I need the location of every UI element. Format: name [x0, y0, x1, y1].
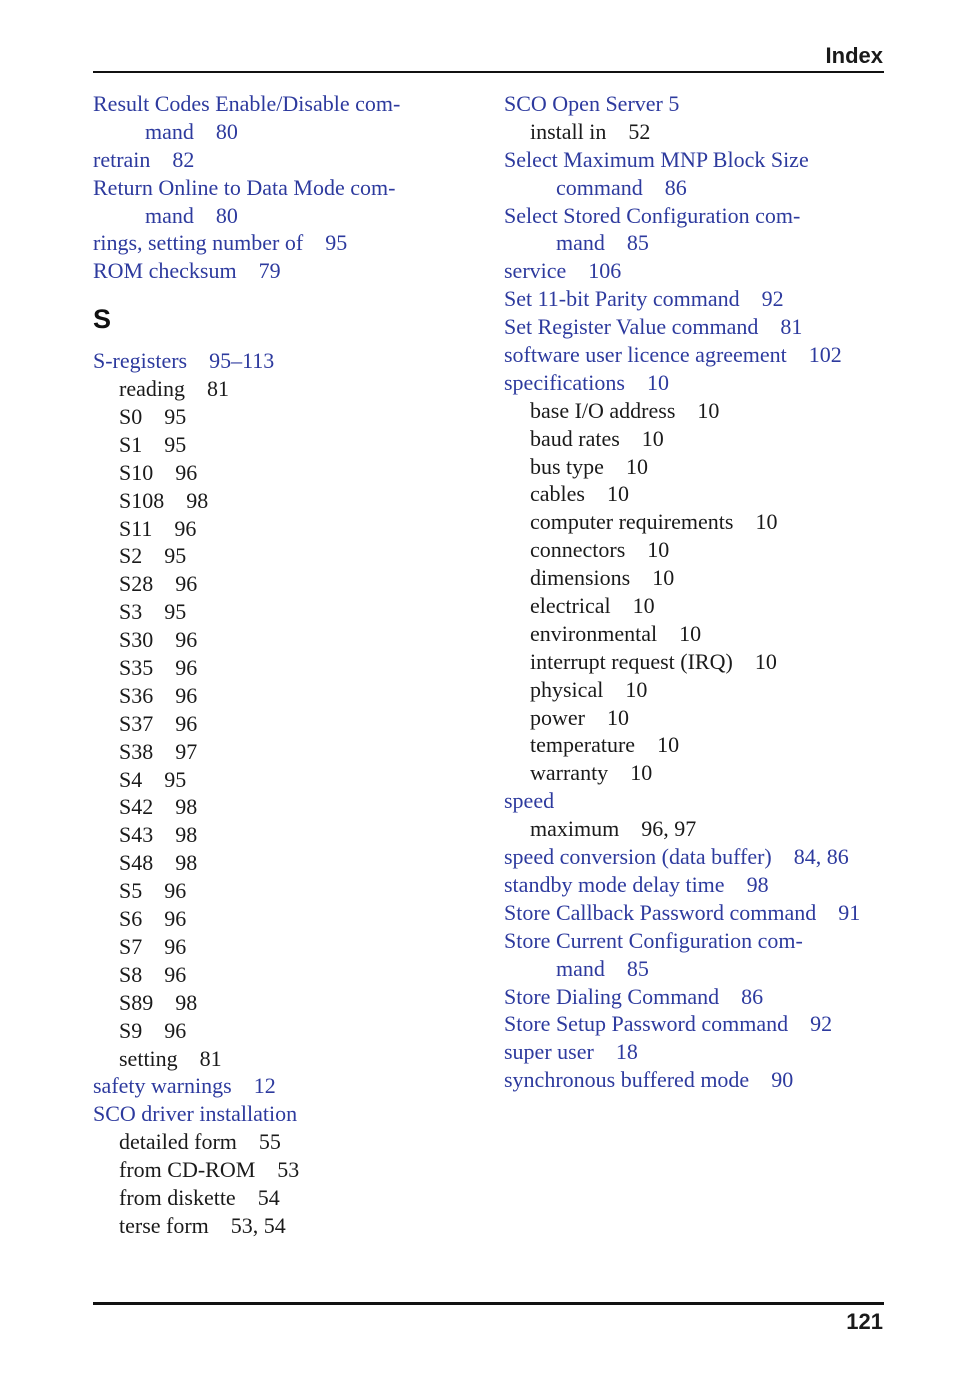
entry-pages: 96 — [175, 571, 198, 597]
entry-term: S0 — [119, 404, 143, 430]
index-subentry — [93, 431, 463, 459]
entry-term: baud rates — [530, 425, 620, 451]
index-subentry — [504, 536, 884, 564]
entry-term: S38 — [119, 738, 154, 764]
index-entry[interactable] — [504, 871, 884, 899]
entry-pages: 10 — [657, 732, 680, 758]
index-column-right — [504, 90, 884, 1094]
index-entry-continuation[interactable] — [504, 955, 884, 983]
entry-term: S3 — [119, 599, 143, 625]
entry-pages: 10 — [606, 481, 629, 507]
index-subentry — [93, 933, 463, 961]
entry-term: S4 — [119, 766, 143, 792]
entry-term: warranty — [530, 760, 609, 786]
index-subentry — [93, 821, 463, 849]
index-entry[interactable] — [504, 983, 884, 1011]
index-subentry — [504, 453, 884, 481]
index-subentry — [93, 403, 463, 431]
entry-term: S5 — [119, 878, 143, 904]
entry-pages: 96 — [164, 933, 187, 959]
entry-term: Store Setup Password command — [504, 1011, 789, 1037]
entry-term: S8 — [119, 961, 143, 987]
entry-pages: 54 — [257, 1184, 280, 1210]
index-subentry — [504, 731, 884, 759]
entry-term: S10 — [119, 459, 154, 485]
index-subentry — [93, 626, 463, 654]
entry-pages: 96 — [175, 682, 198, 708]
entry-term: maximum — [530, 816, 620, 842]
entry-pages: 81 — [199, 1045, 222, 1071]
entry-term: Select Maximum MNP Block Size — [504, 146, 809, 172]
entry-term: power — [530, 704, 585, 730]
entry-pages: 10 — [646, 369, 669, 395]
entry-pages: 95 — [164, 766, 187, 792]
entry-term: standby mode delay time — [504, 871, 725, 897]
entry-term: S9 — [119, 1017, 143, 1043]
index-subentry — [93, 542, 463, 570]
entry-pages: 10 — [754, 648, 777, 674]
page-number: 121 — [846, 1309, 883, 1334]
entry-term: S1 — [119, 431, 143, 457]
entry-term: interrupt request (IRQ) — [530, 648, 733, 674]
entry-term: physical — [530, 676, 604, 702]
index-subentry — [504, 620, 884, 648]
entry-pages: 95–113 — [209, 348, 275, 374]
index-subentry — [93, 738, 463, 766]
index-entry[interactable] — [504, 899, 884, 927]
entry-term: S-registers — [93, 348, 188, 374]
entry-pages: 92 — [761, 286, 784, 312]
entry-pages: 85 — [626, 230, 649, 256]
entry-pages: 96 — [164, 1017, 187, 1043]
index-subentry — [93, 1128, 463, 1156]
entry-term: S6 — [119, 906, 143, 932]
entry-term: S43 — [119, 822, 154, 848]
entry-term: retrain — [93, 146, 151, 172]
entry-term: S30 — [119, 627, 154, 653]
entry-term: base I/O address — [530, 397, 676, 423]
index-column-left — [93, 90, 463, 1240]
entry-term: dimensions — [530, 565, 631, 591]
entry-term: S11 — [119, 515, 153, 541]
entry-term: terse form — [119, 1212, 209, 1238]
index-subentry — [504, 480, 884, 508]
entry-pages: 102 — [808, 342, 842, 368]
index-entry[interactable] — [504, 369, 884, 397]
entry-term: specifications — [504, 369, 625, 395]
entry-pages: 80 — [215, 118, 238, 144]
index-entry[interactable] — [504, 1010, 884, 1038]
entry-term: S48 — [119, 850, 154, 876]
entry-pages: 12 — [253, 1073, 276, 1099]
entry-term: ROM checksum — [93, 258, 237, 284]
entry-pages: 86 — [741, 983, 764, 1009]
index-subentry — [504, 815, 884, 843]
index-subentry — [504, 759, 884, 787]
entry-pages: 55 — [258, 1129, 281, 1155]
entry-pages: 10 — [647, 537, 670, 563]
index-entry-sco-driver[interactable] — [93, 1100, 463, 1128]
entry-term: connectors — [530, 537, 626, 563]
index-subentry — [93, 1017, 463, 1045]
index-subentry — [93, 793, 463, 821]
entry-pages: 10 — [625, 453, 648, 479]
entry-pages: 10 — [755, 509, 778, 535]
index-subentry — [504, 564, 884, 592]
index-entry-continuation[interactable] — [504, 174, 884, 202]
entry-pages: 95 — [164, 543, 187, 569]
entry-pages: 18 — [615, 1039, 638, 1065]
entry-term: detailed form — [119, 1129, 237, 1155]
index-entry-continuation[interactable] — [504, 229, 884, 257]
entry-pages: 95 — [164, 599, 187, 625]
index-entry[interactable] — [504, 202, 884, 230]
entry-term: speed — [504, 788, 555, 814]
index-entry[interactable] — [504, 341, 884, 369]
entry-term: reading — [119, 376, 185, 402]
entry-term-continuation: mand — [145, 202, 194, 228]
index-subentry — [93, 375, 463, 403]
footer-rule — [93, 1302, 884, 1305]
entry-pages: 10 — [625, 676, 648, 702]
entry-term: S36 — [119, 682, 154, 708]
index-subentry — [93, 515, 463, 543]
entry-pages: 79 — [258, 258, 281, 284]
entry-pages: 10 — [630, 760, 653, 786]
entry-pages: 98 — [175, 794, 198, 820]
entry-pages: 96 — [174, 515, 197, 541]
index-entry-safety-warnings[interactable] — [93, 1072, 463, 1100]
entry-pages: 98 — [186, 487, 209, 513]
index-subentry — [93, 905, 463, 933]
entry-term: bus type — [530, 453, 604, 479]
entry-term: synchronous buffered mode — [504, 1067, 750, 1093]
entry-term: Store Current Configuration com- — [504, 927, 803, 953]
index-entry[interactable] — [504, 257, 884, 285]
index-subentry — [93, 710, 463, 738]
entry-pages: 92 — [810, 1011, 833, 1037]
entry-term: S89 — [119, 989, 154, 1015]
index-subentry — [93, 459, 463, 487]
entry-term: Set Register Value command — [504, 314, 759, 340]
entry-pages: 95 — [325, 230, 348, 256]
entry-pages: 10 — [641, 425, 664, 451]
entry-pages: 86 — [664, 174, 687, 200]
section-letter: S — [93, 304, 112, 335]
entry-pages: 10 — [652, 565, 675, 591]
index-entry[interactable] — [93, 174, 463, 202]
index-entry-s-registers[interactable] — [93, 347, 463, 375]
entry-term: from diskette — [119, 1184, 236, 1210]
entry-term: S42 — [119, 794, 154, 820]
index-subentry — [504, 648, 884, 676]
index-subentry — [504, 592, 884, 620]
entry-term: S108 — [119, 487, 165, 513]
entry-term: speed conversion (data buffer) — [504, 844, 772, 870]
entry-term: S37 — [119, 710, 154, 736]
index-entry[interactable] — [504, 285, 884, 313]
entry-pages: 98 — [175, 989, 198, 1015]
index-subentry — [504, 508, 884, 536]
entry-term: Store Callback Password command — [504, 899, 817, 925]
entry-pages: 53 — [277, 1157, 300, 1183]
index-entry-sco-open-server[interactable] — [504, 90, 884, 118]
entry-term: super user — [504, 1039, 594, 1065]
entry-pages: 96 — [164, 906, 187, 932]
index-entry-continuation[interactable] — [93, 118, 463, 146]
index-entry[interactable] — [504, 1066, 884, 1094]
entry-pages: 52 — [628, 118, 651, 144]
entry-pages: 81 — [780, 314, 803, 340]
entry-pages: 96, 97 — [641, 816, 697, 842]
entry-pages: 97 — [175, 738, 198, 764]
index-subentry — [93, 1045, 463, 1073]
index-subentry — [504, 676, 884, 704]
index-subentry — [93, 487, 463, 515]
entry-term: setting — [119, 1045, 178, 1071]
entry-term: SCO driver installation — [93, 1101, 298, 1127]
entry-pages: 53, 54 — [230, 1212, 286, 1238]
index-entry[interactable] — [504, 146, 884, 174]
entry-term: S28 — [119, 571, 154, 597]
entry-term: rings, setting number of — [93, 230, 304, 256]
entry-term: install in — [530, 118, 607, 144]
entry-pages: 10 — [679, 620, 702, 646]
index-subentry — [93, 877, 463, 905]
index-subentry — [504, 397, 884, 425]
entry-pages: 96 — [164, 878, 187, 904]
entry-term-continuation: command — [556, 174, 643, 200]
entry-pages: 84, 86 — [793, 844, 849, 870]
entry-term: cables — [530, 481, 585, 507]
entry-pages: 95 — [164, 431, 187, 457]
index-subentry — [93, 654, 463, 682]
entry-pages: 98 — [746, 871, 769, 897]
entry-pages: 91 — [838, 899, 861, 925]
entry-pages: 82 — [172, 146, 195, 172]
entry-term: Return Online to Data Mode com- — [93, 174, 396, 200]
index-subentry — [93, 1156, 463, 1184]
entry-term: Select Stored Configuration com- — [504, 202, 801, 228]
index-entry[interactable] — [93, 146, 463, 174]
index-entry[interactable] — [93, 90, 463, 118]
entry-pages: 106 — [588, 258, 622, 284]
entry-pages: 10 — [697, 397, 720, 423]
entry-pages: 96 — [175, 459, 198, 485]
entry-pages: 81 — [206, 376, 229, 402]
entry-term: environmental — [530, 620, 658, 646]
entry-term: SCO Open Server 5 — [504, 91, 680, 116]
entry-pages: 96 — [175, 710, 198, 736]
index-subentry — [93, 849, 463, 877]
index-subentry — [93, 682, 463, 710]
entry-term: electrical — [530, 593, 611, 619]
entry-term: Store Dialing Command — [504, 983, 720, 1009]
entry-term: temperature — [530, 732, 636, 758]
entry-pages: 96 — [164, 961, 187, 987]
index-subentry — [93, 961, 463, 989]
entry-pages: 96 — [175, 655, 198, 681]
index-entry[interactable] — [93, 229, 463, 257]
entry-pages: 95 — [164, 404, 187, 430]
entry-pages: 85 — [626, 955, 649, 981]
index-subentry — [93, 766, 463, 794]
entry-term-continuation: mand — [556, 955, 605, 981]
index-subentry — [93, 1212, 463, 1240]
index-subentry — [93, 598, 463, 626]
entry-term: service — [504, 258, 567, 284]
entry-term: software user licence agreement — [504, 342, 787, 368]
entry-term-continuation: mand — [145, 118, 194, 144]
index-entry[interactable] — [504, 927, 884, 955]
entry-pages: 96 — [175, 627, 198, 653]
entry-term: Result Codes Enable/Disable com- — [93, 91, 401, 116]
header-rule — [93, 71, 884, 73]
page-header-title: Index — [825, 43, 883, 68]
entry-pages: 90 — [771, 1067, 794, 1093]
entry-term: S2 — [119, 543, 143, 569]
index-subentry — [504, 425, 884, 453]
entry-term: computer requirements — [530, 509, 734, 535]
entry-term: Set 11-bit Parity command — [504, 286, 740, 312]
entry-pages: 98 — [175, 822, 198, 848]
entry-term: S7 — [119, 933, 143, 959]
index-entry[interactable] — [504, 843, 884, 871]
index-subentry — [504, 704, 884, 732]
index-subentry — [93, 570, 463, 598]
entry-term: from CD-ROM — [119, 1157, 256, 1183]
index-entry[interactable] — [93, 257, 463, 285]
index-subentry — [504, 118, 884, 146]
entry-term-continuation: mand — [556, 230, 605, 256]
index-subentry — [93, 989, 463, 1017]
entry-pages: 98 — [175, 850, 198, 876]
index-entry[interactable] — [504, 1038, 884, 1066]
entry-term: safety warnings — [93, 1073, 232, 1099]
index-entry[interactable] — [504, 313, 884, 341]
index-entry-continuation[interactable] — [93, 202, 463, 230]
entry-term: S35 — [119, 655, 154, 681]
entry-pages: 10 — [632, 593, 655, 619]
entry-pages: 10 — [606, 704, 629, 730]
index-subentry — [93, 1184, 463, 1212]
index-entry-speed[interactable] — [504, 787, 884, 815]
entry-pages: 80 — [215, 202, 238, 228]
